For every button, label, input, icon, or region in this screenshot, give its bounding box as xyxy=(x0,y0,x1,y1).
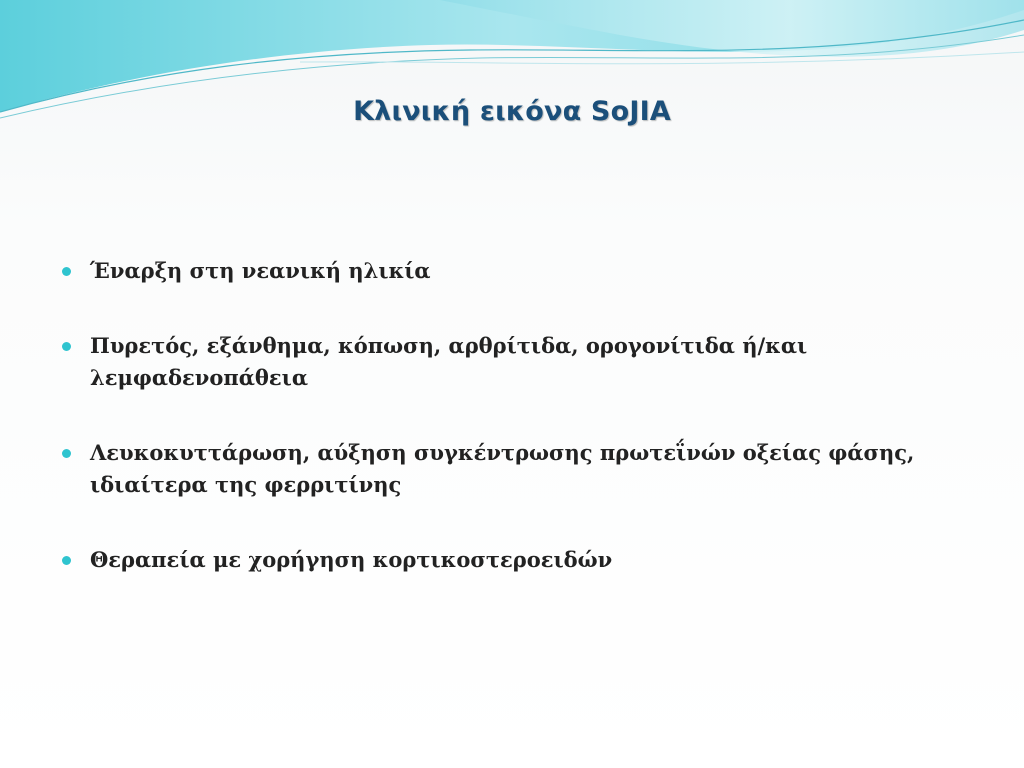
bullet-item xyxy=(62,330,962,394)
bullet-text: Έναρξη στη νεανική ηλικία xyxy=(90,258,431,283)
bullet-item xyxy=(62,544,962,576)
bullet-list xyxy=(62,255,962,619)
bullet-dot-icon xyxy=(62,267,71,276)
bullet-text: Θεραπεία με χορήγηση κορτικοστεροειδών xyxy=(90,547,613,572)
bullet-text: Πυρετός, εξάνθημα, κόπωση, αρθρίτιδα, ορογονίτιδα ή/και λεμφαδενοπάθεια xyxy=(90,333,808,390)
bullet-text: Λευκοκυττάρωση, αύξηση συγκέντρωσης πρωτεΐνών οξείας φάσης, ιδιαίτερα της φερριτίνης xyxy=(90,440,915,497)
bullet-dot-icon xyxy=(62,342,71,351)
bullet-dot-icon xyxy=(62,449,71,458)
bullet-dot-icon xyxy=(62,556,71,565)
bullet-item xyxy=(62,437,962,501)
bullet-item xyxy=(62,255,962,287)
slide-title: Κλινική εικόνα SoJIA xyxy=(353,96,671,127)
